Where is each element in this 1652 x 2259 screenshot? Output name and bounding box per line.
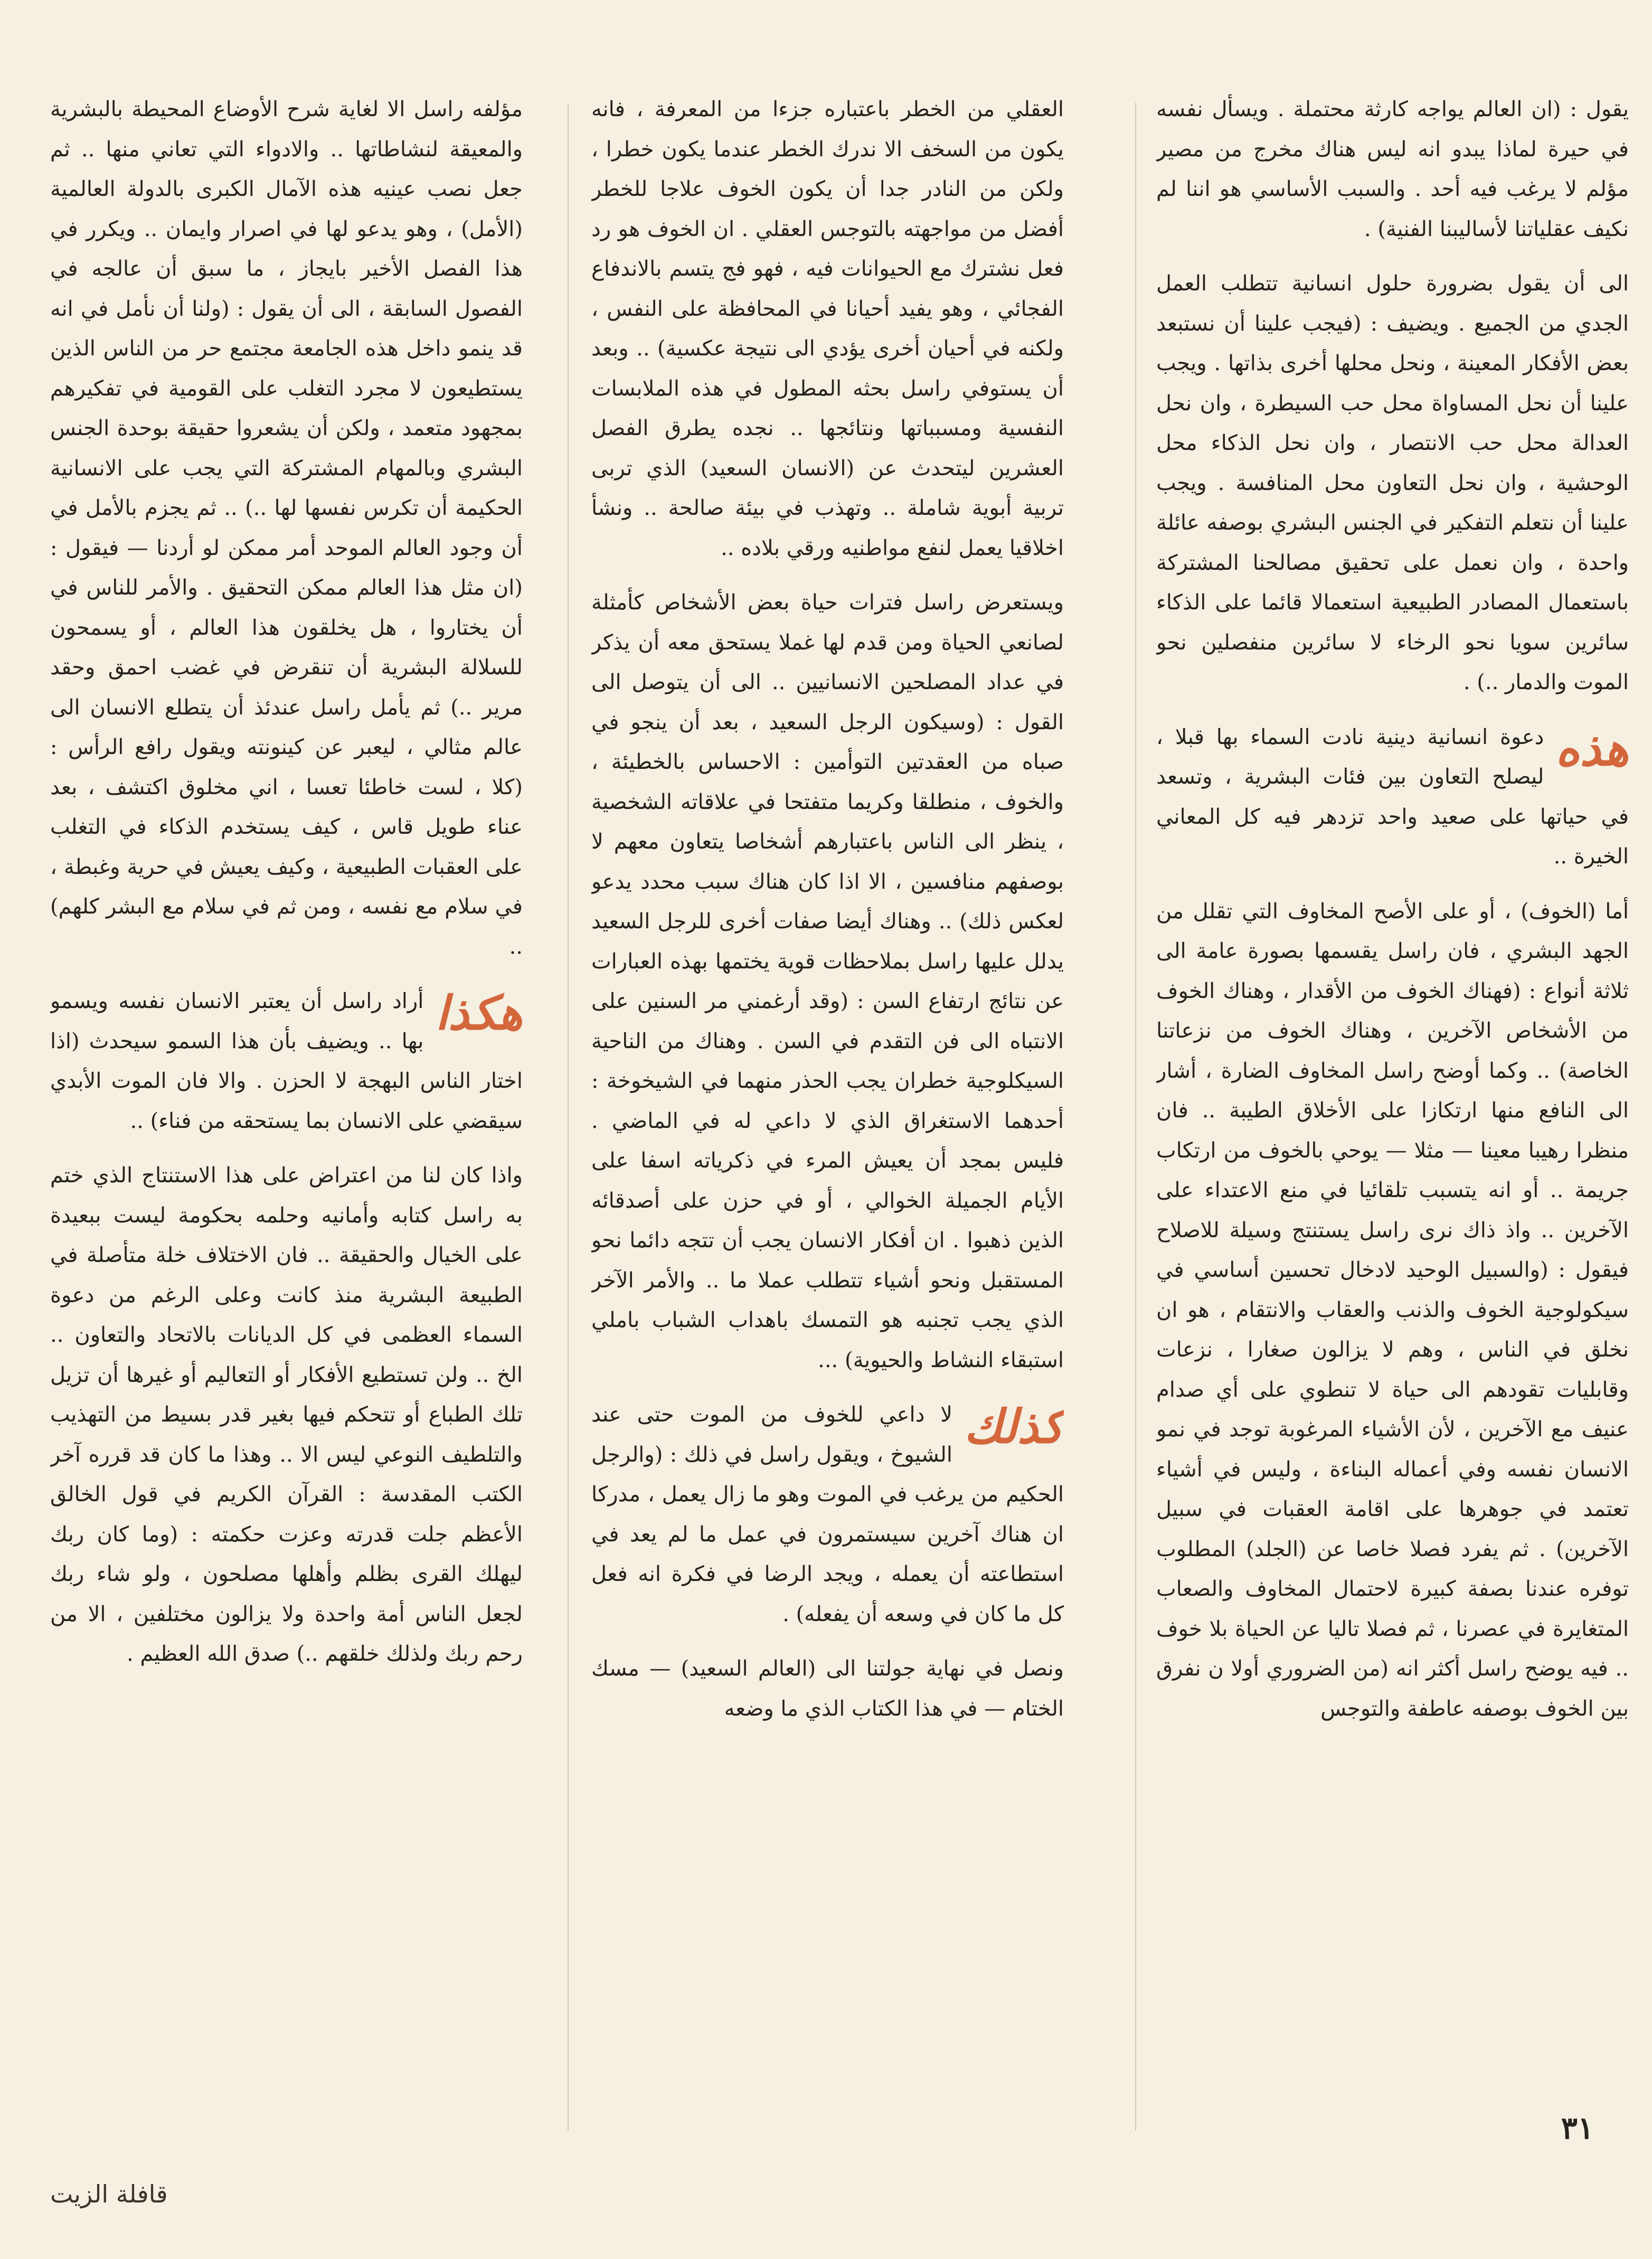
- column-divider: [1135, 103, 1136, 2131]
- paragraph: يقول : (ان العالم يواجه كارثة محتملة . ويسأل نفسه في حيرة لماذا يبدو انه ليس هناك مخرج من مصير مؤلم لا يرغب فيه أحد . والسبب الأساسي هو اننا لم نكيف عقلياتنا لأساليبنا الفنية) .: [1156, 97, 1629, 241]
- text-column-right: [1156, 90, 1629, 2149]
- paragraph-text: دعوة انسانية دينية نادت السماء بها قبلا ، ليصلح التعاون بين فئات البشرية ، وتسعد في حياتها على صعيد واحد تزدهر فيه كل المعاني الخيرة ..: [1156, 724, 1629, 869]
- magazine-name: قافلة الزيت: [50, 2180, 168, 2208]
- dropword-heading: كذلك: [964, 1399, 1064, 1454]
- paragraph-with-dropword: [591, 1395, 1064, 1634]
- text-column-left: [50, 90, 523, 2149]
- paragraph-text: لا داعي للخوف من الموت حتى عند الشيوخ ، ويقول راسل في ذلك : (والرجل الحكيم من يرغب في الموت وهو ما زال يعمل ، مدركا ان هناك آخرين سيستمرون في عمل ما لم يعد في استطاعته أن يعمله ، ويجد الرضا في فكرة انه فعل كل ما كان في وسعه أن يفعله) .: [591, 1403, 1064, 1626]
- paragraph: الى أن يقول بضرورة حلول انسانية تتطلب العمل الجدي من الجميع . ويضيف : (فيجب علينا أن نستبعد بعض الأفكار المعينة ، ونحل محلها أخرى بذاتها . ويجب علينا أن نحل المساواة محل حب السيطرة ، وان نحل العدالة محل حب الانتصار ، وان نحل الذكاء محل الوحشية ، وان نحل التعاون محل المنافسة . ويجب علينا أن نتعلم التفكير في الجنس البشري بوصفه عائلة واحدة ، وان نعمل على تحقيق مصالحنا المشتركة باستعمال المصادر الطبيعية استعمالا قائما على الذكاء سائرين سويا نحو الرخاء لا سائرين منفصلين نحو الموت والدمار ..) .: [1156, 271, 1629, 694]
- text-column-middle: [591, 90, 1064, 2149]
- paragraph: ونصل في نهاية جولتنا الى (العالم السعيد) — مسك الختام — في هذا الكتاب الذي ما وضعه: [591, 1656, 1064, 1721]
- paragraph: أما (الخوف) ، أو على الأصح المخاوف التي تقلل من الجهد البشري ، فان راسل يقسمها بصورة عامة الى ثلاثة أنواع : (فهناك الخوف من الأقدار ، وهناك الخوف من الأشخاص الآخرين ، وهناك الخوف من نزعاتنا الخاصة) .. وكما أوضح راسل المخاوف الضارة ، أشار الى النافع منها ارتكازا على الأخلاق الطيبة .. فان منظرا رهيبا معينا — مثلا — يوحي بالخوف من ارتكاب جريمة .. أو انه يتسبب تلقائيا في منع الاعتداء على الآخرين .. واذ ذاك نرى راسل يستنتج وسيلة للاصلاح فيقول : (والسبيل الوحيد لادخال تحسين أساسي في سيكولوجية الخوف والذنب والعقاب والانتقام ، هو ان نخلق في الناس ، وهم لا يزالون صغارا ، نزعات وقابليات تقودهم الى حياة لا تنطوي على أي صدام عنيف مع الآخرين ، لأن الأشياء المرغوبة توجد في نمو الانسان نفسه وفي أعماله البناءة ، وليس في أشياء تعتمد في جوهرها على اقامة العقبات في سبيل الآخرين) . ثم يفرد فصلا خاصا عن (الجلد) المطلوب توفره عندنا بصفة كبيرة لاحتمال المخاوف والصعاب المتغايرة في عصرنا ، ثم فصلا تاليا عن الحياة بلا خوف .. فيه يوضح راسل أكثر انه (من الضروري أولا ن نفرق بين الخوف بوصفه عاطفة والتوجس: [1156, 899, 1629, 1721]
- paragraph: العقلي من الخطر باعتباره جزءا من المعرفة ، فانه يكون من السخف الا ندرك الخطر عندما يكون خطرا ، ولكن من النادر جدا أن يكون الخوف علاجا للخطر أفضل من مواجهته بالتوجس العقلي . ان الخوف هو رد فعل نشترك مع الحيوانات فيه ، فهو فج يتسم بالاندفاع الفجائي ، وهو يفيد أحيانا في المحافظة على النفس ، ولكنه في أحيان أخرى يؤدي الى نتيجة عكسية) .. وبعد أن يستوفي راسل بحثه المطول في هذه الملابسات النفسية ومسبباتها ونتائجها .. نجده يطرق الفصل العشرين ليتحدث عن (الانسان السعيد) الذي تربى تربية أبوية شاملة .. وتهذب في بيئة صالحة .. ونشأ اخلاقيا يعمل لنفع مواطنيه ورقي بلاده ..: [591, 97, 1064, 560]
- paragraph-text: أراد راسل أن يعتبر الانسان نفسه ويسمو بها .. ويضيف بأن هذا السمو سيحدث (اذا اختار الناس البهجة لا الحزن . والا فان الموت الأبدي سيقضي على الانسان بما يستحقه من فناء) ..: [50, 989, 523, 1133]
- paragraph: واذا كان لنا من اعتراض على هذا الاستنتاج الذي ختم به راسل كتابه وأمانيه وحلمه بحكومة ليست ببعيدة على الخيال والحقيقة .. فان الاختلاف خلة متأصلة في الطبيعة البشرية منذ كانت وعلى الرغم من دعوة السماء العظمى في كل الديانات بالاتحاد والتعاون .. الخ .. ولن تستطيع الأفكار أو التعاليم أو غيرها أن تزيل تلك الطباع أو تتحكم فيها بغير قدر بسيط من التهذيب والتلطيف النوعي ليس الا .. وهذا ما كان قد قرره آخر الكتب المقدسة : القرآن الكريم في قول الخالق الأعظم جلت قدرته وعزت حكمته : (وما كان ربك ليهلك القرى بظلم وأهلها مصلحون ، ولو شاء ربك لجعل الناس أمة واحدة ولا يزالون مختلفين ، الا من رحم ربك ولذلك خلقهم ..) صدق الله العظيم .: [50, 1163, 523, 1666]
- dropword-heading: هكذا: [435, 985, 523, 1040]
- page-number: ٣١: [1561, 2110, 1594, 2146]
- column-divider: [568, 103, 569, 2131]
- dropword-heading: هذه: [1555, 721, 1629, 776]
- paragraph-with-dropword: [50, 982, 523, 1141]
- paragraph: مؤلفه راسل الا لغاية شرح الأوضاع المحيطة بالبشرية والمعيقة لنشاطاتها .. والادواء التي تعاني منها .. ثم جعل نصب عينيه هذه الآمال الكبرى بالدولة العالمية (الأمل) ، وهو يدعو لها في اصرار وايمان .. ويكرر في هذا الفصل الأخير بايجاز ، ما سبق أن عالجه في الفصول السابقة ، الى أن يقول : (ولنا أن نأمل في انه قد ينمو داخل هذه الجامعة مجتمع حر من الناس الذين يستطيعون لا مجرد التغلب على القومية في تفكيرهم بمجهود متعمد ، ولكن أن يشعروا حقيقة بوحدة الجنس البشري وبالمهام المشتركة التي يجب على الانسانية الحكيمة أن تكرس نفسها لها ..) .. ثم يجزم بالأمل في أن وجود العالم الموحد أمر ممكن لو أردنا — فيقول : (ان مثل هذا العالم ممكن التحقيق . والأمر للناس في أن يختاروا ، هل يخلقون هذا العالم ، أو يسمحون للسلالة البشرية أن تنقرض في غضب احمق وحقد مرير ..) ثم يأمل راسل عندئذ أن يتطلع الانسان الى عالم مثالي ، ليعبر عن كينونته ويقول رافع الرأس : (كلا ، لست خاطئا تعسا ، اني مخلوق اكتشف ، بعد عناء طويل قاس ، كيف يستخدم الذكاء في التغلب على العقبات الطبيعية ، وكيف يعيش في حرية وغبطة ، في سلام مع نفسه ، ومن ثم في سلام مع البشر كلهم) ..: [50, 97, 523, 959]
- paragraph: ويستعرض راسل فترات حياة بعض الأشخاص كأمثلة لصانعي الحياة ومن قدم لها غملا يستحق معه أن يذكر في عداد المصلحين الانسانيين .. الى أن يتوصل الى القول : (وسيكون الرجل السعيد ، بعد أن ينجو في صباه من العقدتين التوأمين : الاحساس بالخطيئة ، والخوف ، منطلقا وكريما متفتحا في علاقاته الشخصية ، ينظر الى الناس باعتبارهم أشخاصا يتعاون معهم لا بوصفهم منافسين ، الا اذا كان هناك سبب محدد يدعو لعكس ذلك) .. وهناك أيضا صفات أخرى للرجل السعيد يدلل عليها راسل بملاحظات قوية يختمها بهذه العبارات عن نتائج ارتفاع السن : (وقد أرغمني مر السنين على الانتباه الى فن التقدم في السن . وهناك من الناحية السيكلوجية خطران يجب الحذر منهما في الشيخوخة : أحدهما الاستغراق الذي لا داعي له في الماضي . فليس بمجد أن يعيش المرء في ذكرياته اسفا على الأيام الجميلة الخوالي ، أو في حزن على أصدقائه الذين ذهبوا . ان أفكار الانسان يجب أن تتجه دائما نحو المستقبل ونحو أشياء تتطلب عملا ما .. والأمر الآخر الذي يجب تجنبه هو التمسك باهداب الشباب باملي استبقاء النشاط والحيوية) ...: [591, 590, 1064, 1372]
- paragraph-with-dropword: [1156, 718, 1629, 877]
